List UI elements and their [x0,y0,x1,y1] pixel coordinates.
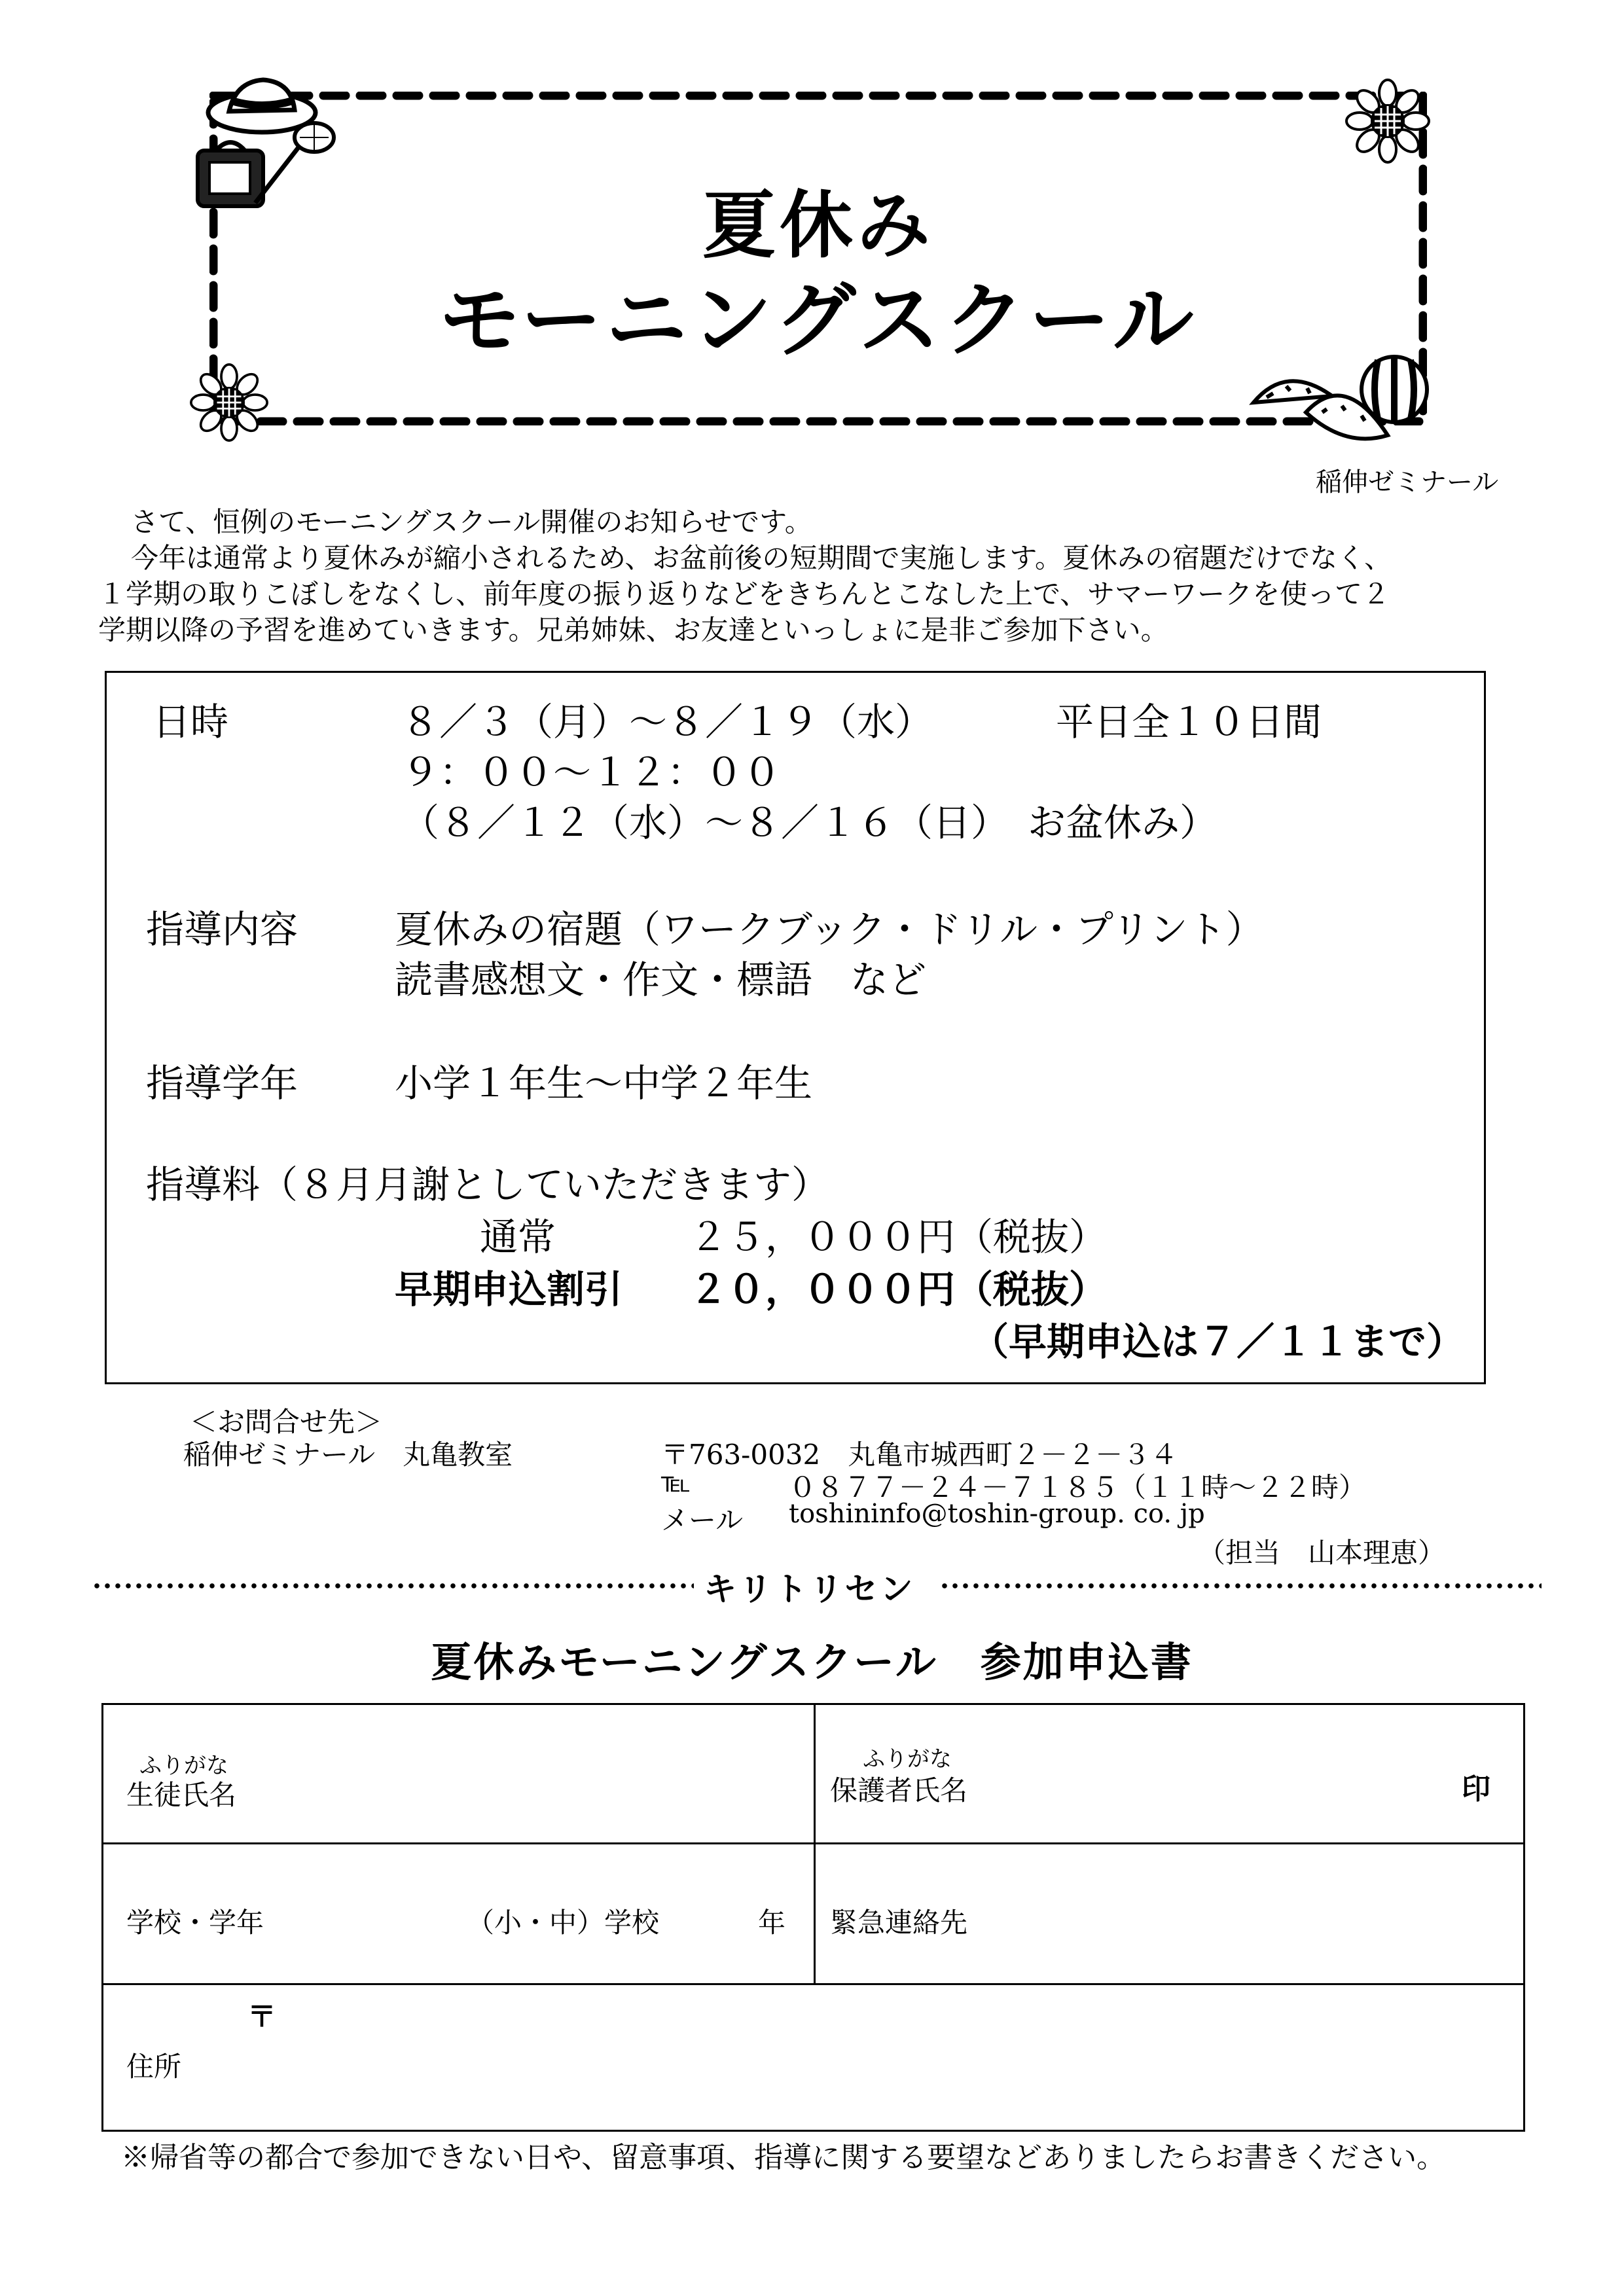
time-value: ９：００～１２：００ [401,750,782,795]
emergency-contact-field[interactable] [1007,1862,1504,1967]
date-days: 平日全１０日間 [1056,700,1322,744]
contact-org: 稲伸ゼミナール 丸亀教室 [183,1439,513,1471]
grade-field[interactable] [666,1862,751,1967]
date-value: ８／３（月）～８／１９（水） [401,700,933,744]
address-field[interactable] [287,1993,1504,2117]
cut-line-left [92,1583,694,1589]
holiday-note: （８／１２（水）～８／１６（日） お盆休み） [401,800,1218,845]
postal-mark: 〒 [247,2000,276,2034]
content-line-1: 夏休みの宿題（ワークブック・ドリル・プリント） [395,907,1264,952]
hat-bag-net-icon [190,72,340,223]
student-name-label: 生徒氏名 [126,1779,237,1811]
info-box [105,671,1486,1384]
column-divider [814,1705,816,1983]
intro-line-2: 今年は通常より夏休みが縮小されるため、お盆前後の短期間で実施します。夏休みの宿題だけでなく、 [131,542,1392,574]
contact-tel-value: ０８７７－２４－７１８５（１１時～２２時） [789,1471,1367,1503]
grade-suffix: 年 [758,1907,786,1939]
intro-line-3: １学期の取りこぼしをなくし、前年度の振り返りなどをきちんとこなした上で、サマーワークを使って２ [98,578,1390,610]
cut-line-right [939,1583,1542,1589]
form-title: 夏休みモーニングスクール 参加申込書 [431,1638,1193,1686]
sunflower-icon [190,363,268,442]
title-line-1: 夏休み [702,183,934,268]
watermelon-icon [1247,350,1443,455]
school-type-label: （小・中）学校 [467,1907,660,1939]
contact-mail-value[interactable]: toshininfo@toshin-group. co. jp [789,1499,1205,1529]
fee-early-note: （早期申込は７／１１まで） [971,1319,1465,1364]
row-divider [103,1983,1523,1985]
footnote: ※帰省等の都合で参加できない日や、留意事項、指導に関する要望などありましたらお書きください。 [121,2141,1446,2174]
fee-early-value: ２０，０００円（税抜） [689,1267,1108,1312]
fee-early-label: 早期申込割引 [395,1267,623,1312]
sunflower-icon [1345,79,1430,164]
content-label: 指導内容 [146,907,298,952]
student-ruby: ふりがな [139,1753,228,1779]
fee-label: 指導料（８月月謝としていただきます） [146,1162,830,1207]
guardian-ruby: ふりがな [863,1746,952,1772]
contact-person: （担当 山本理恵） [1198,1537,1446,1569]
grade-value: 小学１年生～中学２年生 [395,1061,813,1105]
contact-postal: 〒763-0032 丸亀市城西町２－２－３４ [661,1439,1178,1471]
contact-header: ＜お問合せ先＞ [190,1406,383,1438]
title-frame [209,92,1427,425]
cut-line-label: キリトリセン [704,1570,916,1608]
guardian-name-field[interactable] [1033,1725,1439,1829]
title-line-2: モーニングスクール [439,274,1198,368]
application-form-table [101,1703,1525,2132]
student-name-field[interactable] [365,1725,797,1829]
emergency-contact-label: 緊急連絡先 [830,1907,968,1939]
fee-normal-value: ２５，０００円（税抜） [689,1215,1108,1259]
date-label: 日時 [153,700,229,744]
organization-name: 稲伸ゼミナール [1316,467,1499,497]
contact-mail-label: メール [661,1504,744,1536]
fee-normal-label: 通常 [480,1215,556,1259]
address-label: 住所 [126,2051,182,2083]
school-grade-label: 学校・学年 [126,1907,264,1939]
intro-line-1: さて、恒例のモーニングスクール開催のお知らせです。 [131,506,812,538]
content-line-2: 読書感想文・作文・標語 など [395,958,927,1002]
contact-tel-label: ℡ [661,1466,691,1498]
grade-label: 指導学年 [146,1061,298,1105]
guardian-name-label: 保護者氏名 [830,1774,968,1806]
seal-mark: 印 [1462,1772,1490,1806]
intro-line-4: 学期以降の予習を進めていきます。兄弟姉妹、お友達といっしょに是非ご参加下さい。 [98,614,1168,646]
